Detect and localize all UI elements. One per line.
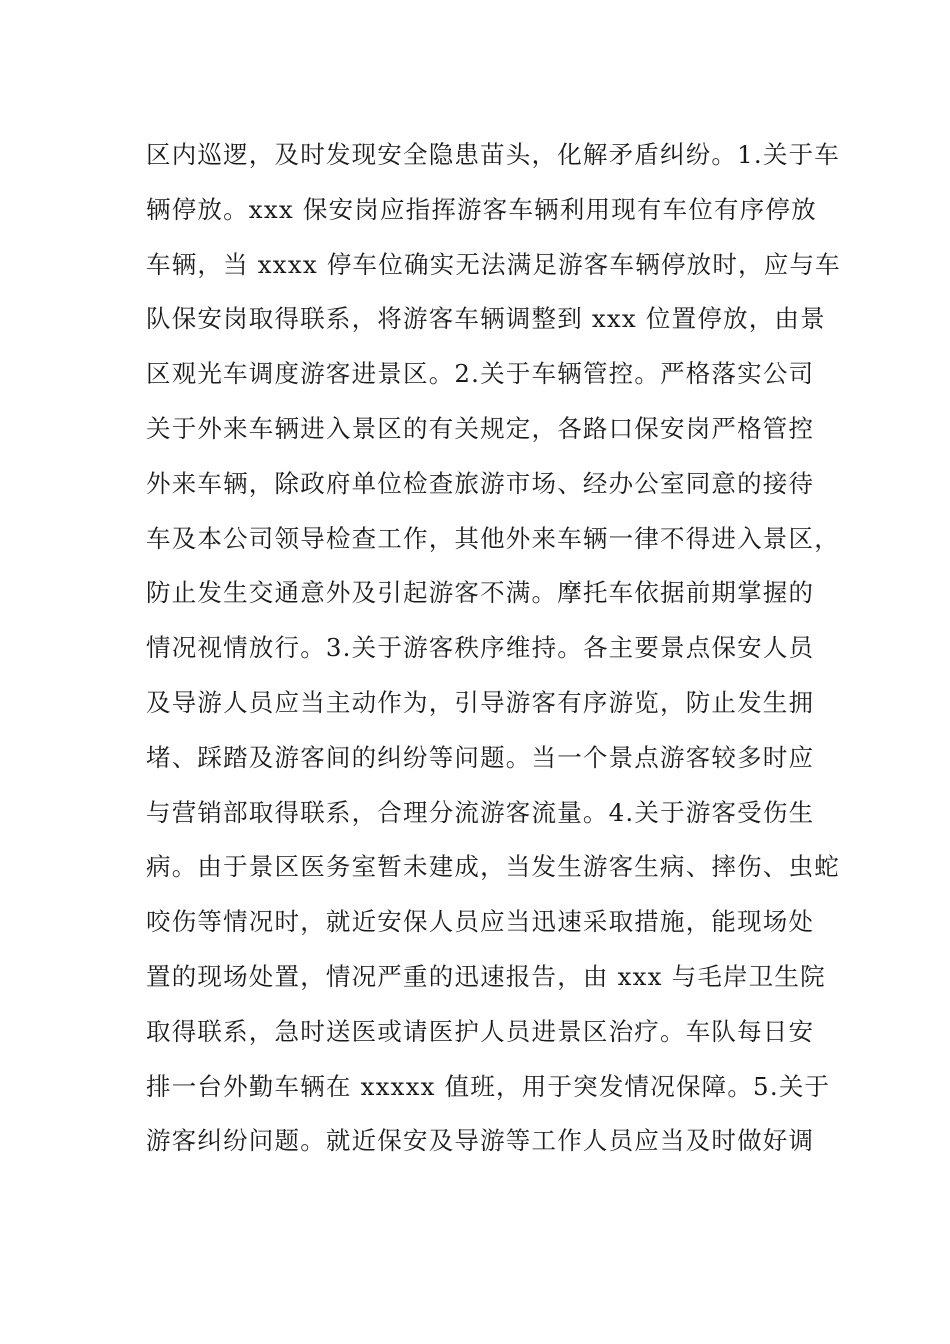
text-line: 区观光车调度游客进景区。2.关于车辆管控。严格落实公司 <box>146 359 815 389</box>
text-line: 情况视情放行。3.关于游客秩序维持。各主要景点保安人员 <box>146 633 815 663</box>
text-line: 辆停放。xxx 保安岗应指挥游客车辆利用现有车位有序停放 <box>146 194 817 224</box>
text-line: 及导游人员应当主动作为，引导游客有序游览，防止发生拥 <box>146 687 815 717</box>
text-line: 置的现场处置，情况严重的迅速报告，由 xxx 与毛岸卫生院 <box>146 961 826 991</box>
text-line: 游客纠纷问题。就近保安及导游等工作人员应当及时做好调 <box>146 1126 815 1156</box>
document-body <box>146 128 846 1169</box>
text-line: 病。由于景区医务室暂未建成，当发生游客生病、摔伤、虫蛇 <box>146 852 840 882</box>
text-line: 取得联系，急时送医或请医护人员进景区治疗。车队每日安 <box>146 1016 815 1046</box>
text-line: 咬伤等情况时，就近安保人员应当迅速采取措施，能现场处 <box>146 907 815 937</box>
text-line: 堵、踩踏及游客间的纠纷等问题。当一个景点游客较多时应 <box>146 742 815 772</box>
text-line: 与营销部取得联系，合理分流游客流量。4.关于游客受伤生 <box>146 797 815 827</box>
text-line: 车辆，当 xxxx 停车位确实无法满足游客车辆停放时，应与车 <box>146 249 841 279</box>
text-line: 队保安岗取得联系，将游客车辆调整到 xxx 位置停放，由景 <box>146 304 826 334</box>
text-line: 区内巡逻，及时发现安全隐患苗头，化解矛盾纠纷。1.关于车 <box>146 140 840 169</box>
text-line: 外来车辆，除政府单位检查旅游市场、经办公室同意的接待 <box>146 468 815 498</box>
text-line: 排一台外勤车辆在 xxxxx 值班，用于突发情况保障。5.关于 <box>146 1071 831 1101</box>
text-line: 防止发生交通意外及引起游客不满。摩托车依据前期掌握的 <box>146 578 815 608</box>
text-line: 关于外来车辆进入景区的有关规定，各路口保安岗严格管控 <box>146 413 815 443</box>
text-line: 车及本公司领导检查工作，其他外来车辆一律不得进入景区， <box>146 523 840 553</box>
